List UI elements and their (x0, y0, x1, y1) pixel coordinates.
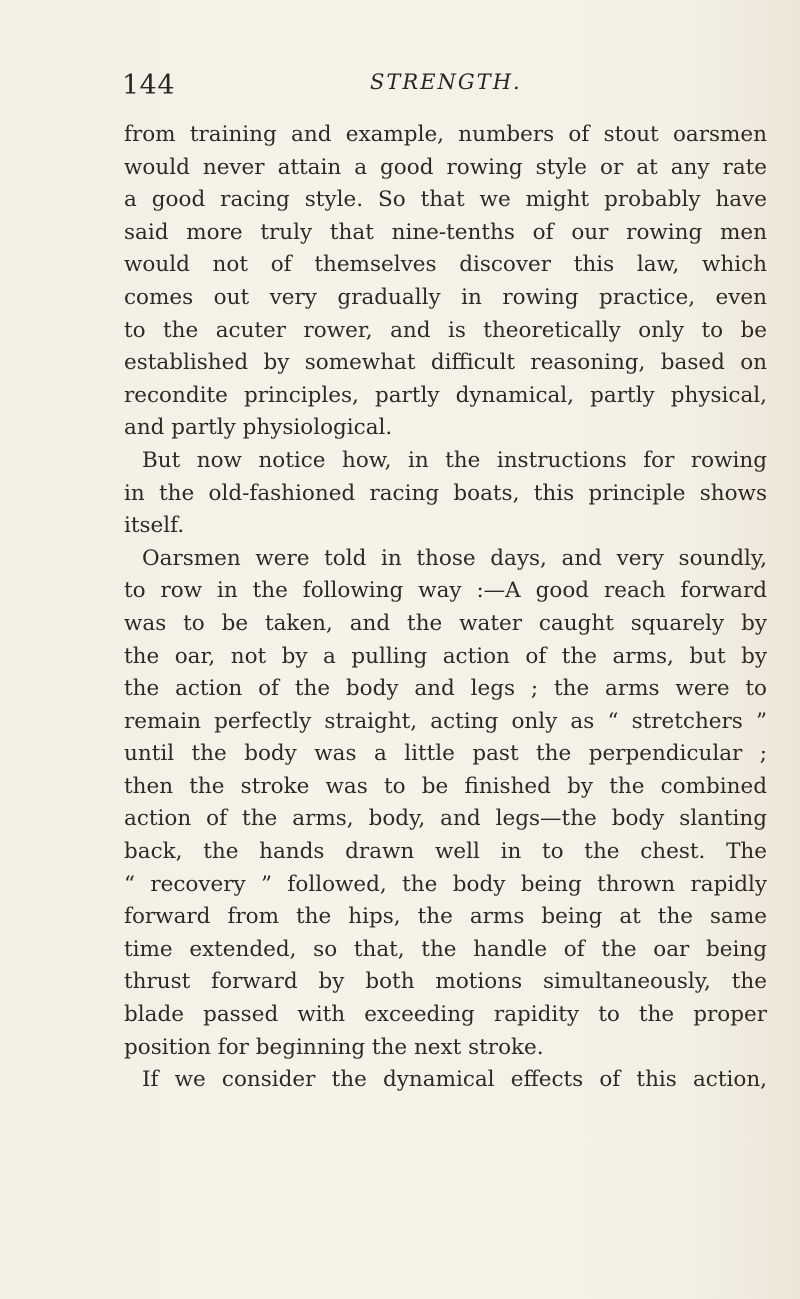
text-line: was to be taken, and the water caught squarely by (124, 610, 767, 636)
text-line: would not of themselves discover this law, which (124, 252, 767, 278)
text-line: said more truly that nine-tenths of our rowing men (124, 219, 767, 245)
running-head: STRENGTH. (370, 70, 522, 94)
text-line: in the old-fashioned racing boats, this principle shows (124, 480, 767, 506)
text-line: from training and example, numbers of stout oarsmen (124, 122, 767, 147)
text-line: a good racing style. So that we might probably have (124, 187, 767, 213)
text-line: Oarsmen were told in those days, and very soundly, (142, 545, 767, 571)
text-line: But now notice how, in the instructions for rowing (142, 447, 767, 473)
text-line: to row in the following way :—A good reach forward (124, 578, 767, 604)
text-line: If we consider the dynamical effects of this action, (142, 1067, 767, 1093)
text-line: comes out very gradually in rowing practice, even (124, 284, 767, 310)
text-line: itself. (124, 513, 185, 539)
text-line: position for beginning the next stroke. (124, 1034, 544, 1060)
text-line: forward from the hips, the arms being at the same (124, 904, 767, 930)
text-line: would never attain a good rowing style or at any rate (124, 154, 767, 180)
text-line: the action of the body and legs ; the arms were to (124, 676, 767, 702)
body-text (124, 119, 767, 1097)
text-line: recondite principles, partly dynamical, partly physical, (124, 382, 767, 408)
text-line: remain perfectly straight, acting only as “ stretchers ” (124, 708, 767, 734)
text-line: and partly physiological. (124, 415, 393, 441)
text-line: until the body was a little past the perpendicular ; (124, 741, 767, 767)
text-line: action of the arms, body, and legs—the body slanting (124, 806, 767, 832)
page-header (120, 62, 770, 102)
text-line: to the acuter rower, and is theoretically only to be (124, 317, 767, 343)
text-line: then the stroke was to be finished by the combined (124, 773, 767, 799)
text-line: time extended, so that, the handle of the oar being (124, 936, 767, 962)
text-line: the oar, not by a pulling action of the arms, but by (124, 643, 767, 669)
text-line: back, the hands drawn well in to the chest. The (124, 839, 767, 865)
text-line: established by somewhat difficult reasoning, based on (124, 350, 767, 376)
text-line: “ recovery ” followed, the body being thrown rapidly (124, 871, 767, 897)
page-number: 144 (122, 70, 176, 101)
text-line: thrust forward by both motions simultaneously, the (124, 969, 767, 995)
text-line: blade passed with exceeding rapidity to the proper (124, 1002, 767, 1028)
